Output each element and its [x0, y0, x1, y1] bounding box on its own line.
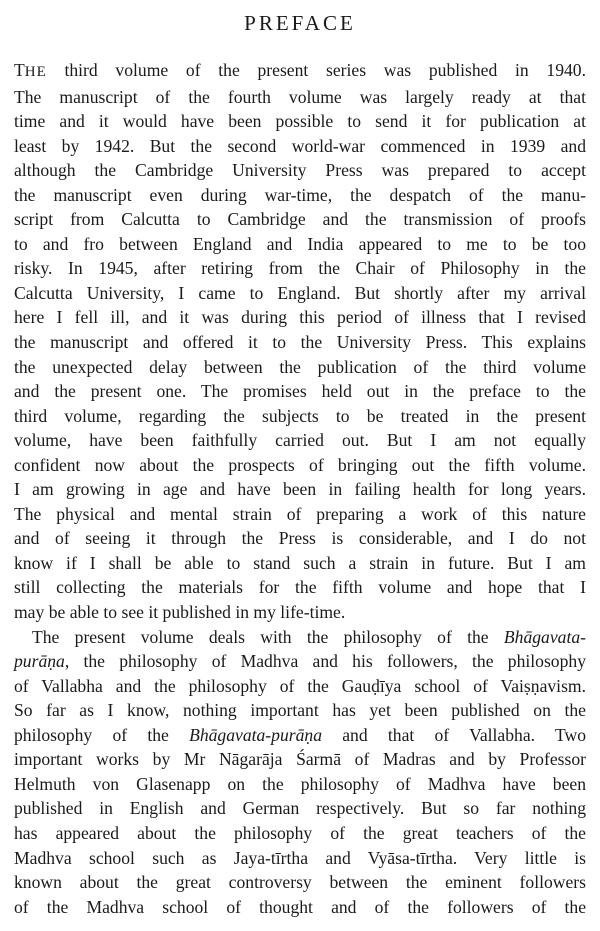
- text-line: here I fell ill, and it was during this period of illness that I revised: [14, 307, 586, 328]
- text-line: The physical and mental strain of preparing a work of this nature: [14, 503, 586, 524]
- text-line: important works by Mr Nāgarāja Śarmā of Madras and by Professor: [14, 749, 586, 770]
- text-line: time and it would have been possible to send it for publication at: [14, 111, 586, 132]
- text-line: the manuscript and offered it to the University Press. This explains: [14, 332, 586, 353]
- text-line: THE third volume of the present series was published in 1940.: [14, 60, 586, 80]
- text-line: the unexpected delay between the publication of the third volume: [14, 356, 586, 377]
- paragraph-2: [14, 625, 586, 920]
- text-line: philosophy of the Bhāgavata-purāṇa and that of Vallabha. Two: [14, 724, 586, 745]
- small-caps: HE: [24, 64, 47, 80]
- text-line: still collecting the materials for the fifth volume and hope that I: [14, 577, 586, 598]
- paragraph-1: [14, 58, 586, 625]
- text-line: third volume, regarding the subjects to be treated in the present: [14, 405, 586, 426]
- text-line: volume, have been faithfully carried out. But I am not equally: [14, 430, 586, 451]
- text-line: risky. In 1945, after retiring from the Chair of Philosophy in the: [14, 258, 586, 279]
- italic-title: purāṇa: [14, 651, 65, 672]
- text-line: to and fro between England and India appeared to me to be too: [14, 233, 586, 254]
- italic-title: Bhāgavata-purāṇa: [189, 724, 322, 745]
- page: [14, 0, 586, 919]
- text-line: Calcutta University, I came to England. But shortly after my arrival: [14, 282, 586, 303]
- text-line: may be able to see it published in my life-time.: [14, 602, 346, 623]
- text-line: known about the great controversy between the eminent followers: [14, 872, 586, 893]
- text-line: of the Madhva school of thought and of the followers of the: [14, 896, 586, 917]
- text-line: Madhva school such as Jaya-tīrtha and Vyāsa-tīrtha. Very little is: [14, 847, 586, 868]
- text-line: know if I shall be able to stand such a strain in future. But I am: [14, 552, 586, 573]
- text-line: So far as I know, nothing important has yet been published on the: [14, 700, 586, 721]
- text-line: least by 1942. But the second world-war commenced in 1939 and: [14, 135, 586, 156]
- text-line: Helmuth von Glasenapp on the philosophy of Madhva have been: [14, 773, 586, 794]
- text-line: the manuscript even during war-time, the despatch of the manu-: [14, 184, 586, 205]
- text-line: purāṇa, the philosophy of Madhva and his followers, the philosophy: [14, 651, 586, 672]
- text-line: and the present one. The promises held out in the preface to the: [14, 381, 586, 402]
- text-line: of Vallabha and the philosophy of the Gauḍīya school of Vaiṣṇavism.: [14, 675, 586, 696]
- italic-title: Bhāgavata-: [503, 626, 586, 647]
- drop-cap: T: [14, 60, 25, 80]
- text-line: published in English and German respectively. But so far nothing: [14, 798, 586, 819]
- text-line: I am growing in age and have been in failing health for long years.: [14, 479, 586, 500]
- text-line: and of seeing it through the Press is considerable, and I do not: [14, 528, 586, 549]
- text-line: script from Calcutta to Cambridge and the transmission of proofs: [14, 209, 586, 230]
- text-line: although the Cambridge University Press was prepared to accept: [14, 160, 586, 181]
- text-line: The manuscript of the fourth volume was largely ready at that: [14, 86, 586, 107]
- page-title: PREFACE: [244, 11, 356, 35]
- text-line: has appeared about the philosophy of the great teachers of the: [14, 822, 586, 843]
- text-line: The present volume deals with the philosophy of the Bhāgavata-: [32, 626, 586, 647]
- text-line: confident now about the prospects of bringing out the fifth volume.: [14, 454, 586, 475]
